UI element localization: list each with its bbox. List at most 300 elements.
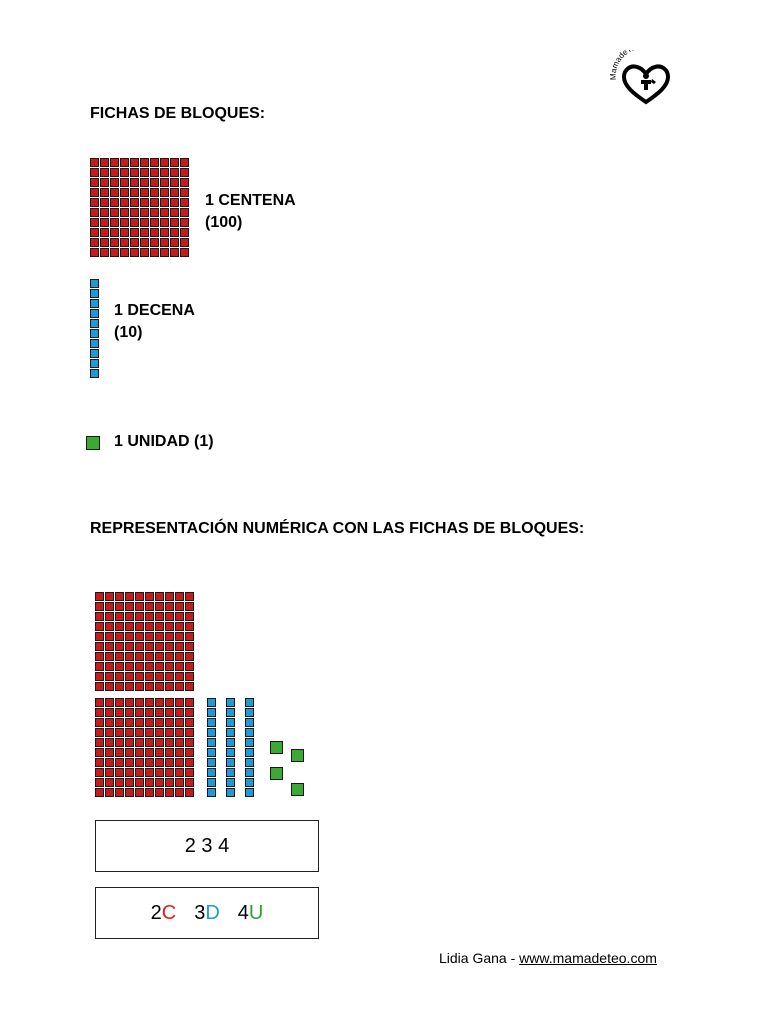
hundred-cell: [165, 652, 174, 661]
ten-cell: [90, 339, 99, 348]
units-letter: U: [248, 901, 264, 924]
hundred-cell: [115, 662, 124, 671]
hundred-cell: [165, 622, 174, 631]
example-unit-block: [291, 749, 304, 762]
hundred-cell: [150, 238, 159, 247]
hundred-cell: [135, 698, 144, 707]
hundred-cell: [100, 248, 109, 257]
hundred-cell: [140, 158, 149, 167]
hundred-cell: [165, 642, 174, 651]
hundred-cell: [155, 592, 164, 601]
hundred-cell: [115, 718, 124, 727]
hundred-cell: [125, 632, 134, 641]
hundred-cell: [90, 178, 99, 187]
hundred-cell: [115, 788, 124, 797]
hundred-cell: [105, 662, 114, 671]
hundred-cell: [145, 738, 154, 747]
hundred-cell: [95, 698, 104, 707]
hundred-cell: [155, 662, 164, 671]
hundred-cell: [165, 708, 174, 717]
hundred-cell: [175, 748, 184, 757]
hundred-cell: [100, 238, 109, 247]
hundred-cell: [155, 642, 164, 651]
hundred-cell: [145, 682, 154, 691]
tens-digit: 3: [194, 901, 206, 924]
hundred-cell: [155, 622, 164, 631]
hundred-cell: [115, 708, 124, 717]
hundred-cell: [185, 718, 194, 727]
hundred-cell: [120, 198, 129, 207]
hundred-cell: [135, 592, 144, 601]
hundred-cell: [155, 738, 164, 747]
hundred-cell: [185, 778, 194, 787]
hundred-cell: [185, 748, 194, 757]
ten-cell: [245, 698, 254, 707]
hundred-cell: [100, 208, 109, 217]
hundred-cell: [125, 622, 134, 631]
footer: [439, 950, 657, 966]
hundred-cell: [180, 218, 189, 227]
hundred-cell: [115, 602, 124, 611]
hundred-cell: [145, 768, 154, 777]
hundred-label: [205, 190, 296, 234]
hundred-cell: [150, 168, 159, 177]
hundred-cell: [155, 682, 164, 691]
place-value-tens: [194, 902, 220, 925]
hundred-cell: [150, 228, 159, 237]
hundred-cell: [165, 698, 174, 707]
hundred-cell: [150, 188, 159, 197]
hundred-cell: [130, 158, 139, 167]
hundred-cell: [125, 738, 134, 747]
hundred-cell: [145, 592, 154, 601]
hundred-cell: [125, 778, 134, 787]
hundred-cell: [140, 178, 149, 187]
ten-cell: [245, 788, 254, 797]
hundred-cell: [135, 748, 144, 757]
units-digit: 4: [237, 901, 249, 924]
hundred-cell: [130, 198, 139, 207]
ten-cell: [226, 788, 235, 797]
hundred-cell: [105, 758, 114, 767]
hundred-cell: [95, 592, 104, 601]
hundred-cell: [185, 698, 194, 707]
hundred-cell: [125, 758, 134, 767]
hundred-cell: [150, 218, 159, 227]
hundred-cell: [105, 698, 114, 707]
hundred-cell: [140, 248, 149, 257]
hundred-cell: [125, 728, 134, 737]
ten-label-line1: 1 DECENA: [114, 302, 195, 319]
hundred-cell: [125, 662, 134, 671]
ten-block: [90, 279, 99, 378]
hundred-cell: [175, 602, 184, 611]
hundred-cell: [90, 168, 99, 177]
ten-cell: [245, 748, 254, 757]
ten-cell: [207, 718, 216, 727]
hundred-cell: [160, 208, 169, 217]
hundred-cell: [175, 632, 184, 641]
hundred-block: [90, 158, 189, 257]
number-box: [95, 820, 319, 872]
hundred-cell: [130, 238, 139, 247]
hundred-cell: [90, 188, 99, 197]
hundred-cell: [105, 728, 114, 737]
hundred-cell: [120, 188, 129, 197]
hundred-cell: [95, 662, 104, 671]
ten-cell: [90, 299, 99, 308]
ten-cell: [226, 768, 235, 777]
hundred-cell: [115, 672, 124, 681]
hundreds-digit: 2: [150, 901, 162, 924]
hundred-cell: [165, 728, 174, 737]
hundred-cell: [125, 592, 134, 601]
hundred-cell: [120, 238, 129, 247]
hundred-cell: [155, 652, 164, 661]
hundred-cell: [120, 178, 129, 187]
hundred-cell: [125, 788, 134, 797]
hundred-cell: [100, 188, 109, 197]
ten-cell: [245, 738, 254, 747]
hundred-cell: [95, 748, 104, 757]
logo-text: Mamade: [608, 50, 630, 81]
hundred-cell: [100, 198, 109, 207]
hundred-cell: [135, 758, 144, 767]
hundred-cell: [130, 248, 139, 257]
hundred-cell: [160, 238, 169, 247]
hundred-cell: [165, 632, 174, 641]
hundred-cell: [180, 238, 189, 247]
hundred-cell: [135, 682, 144, 691]
hundred-cell: [160, 158, 169, 167]
hundred-cell: [185, 602, 194, 611]
hundred-cell: [175, 768, 184, 777]
hundred-cell: [115, 612, 124, 621]
hundred-cell: [150, 248, 159, 257]
hundred-cell: [95, 738, 104, 747]
hundred-cell: [125, 672, 134, 681]
hundred-cell: [170, 228, 179, 237]
ten-cell: [245, 728, 254, 737]
ten-cell: [245, 718, 254, 727]
hundred-cell: [100, 158, 109, 167]
hundred-cell: [145, 748, 154, 757]
hundred-cell: [105, 788, 114, 797]
hundred-cell: [140, 188, 149, 197]
hundred-cell: [175, 718, 184, 727]
hundred-cell: [180, 198, 189, 207]
hundred-cell: [140, 168, 149, 177]
hundred-cell: [105, 768, 114, 777]
hundred-cell: [165, 738, 174, 747]
hundred-cell: [170, 188, 179, 197]
hundred-cell: [90, 218, 99, 227]
hundred-cell: [165, 612, 174, 621]
hundred-cell: [115, 632, 124, 641]
ten-cell: [226, 778, 235, 787]
hundred-cell: [135, 718, 144, 727]
hundred-cell: [115, 622, 124, 631]
hundred-cell: [145, 632, 154, 641]
hundred-cell: [165, 718, 174, 727]
hundred-cell: [110, 248, 119, 257]
hundred-cell: [90, 208, 99, 217]
hundred-cell: [130, 228, 139, 237]
hundred-cell: [135, 632, 144, 641]
page-title: FICHAS DE BLOQUES:: [90, 105, 266, 122]
hundred-cell: [175, 708, 184, 717]
hundred-cell: [140, 198, 149, 207]
example-unit-block: [291, 783, 304, 796]
hundred-cell: [155, 758, 164, 767]
hundred-cell: [110, 158, 119, 167]
hundred-cell: [155, 602, 164, 611]
heart-logo-icon: [606, 50, 686, 106]
unit-block: [86, 436, 100, 450]
hundred-cell: [180, 178, 189, 187]
hundred-cell: [175, 788, 184, 797]
hundred-cell: [95, 682, 104, 691]
hundred-cell: [165, 778, 174, 787]
hundred-cell: [105, 602, 114, 611]
ten-cell: [226, 698, 235, 707]
hundred-cell: [125, 718, 134, 727]
hundred-cell: [175, 592, 184, 601]
hundred-cell: [185, 708, 194, 717]
ten-cell: [90, 319, 99, 328]
hundred-cell: [145, 788, 154, 797]
hundred-cell: [160, 248, 169, 257]
hundred-cell: [105, 642, 114, 651]
hundred-cell: [125, 748, 134, 757]
hundred-cell: [120, 208, 129, 217]
ten-label-line2: (10): [114, 324, 143, 341]
hundred-cell: [135, 728, 144, 737]
mamadeteo-logo: [606, 50, 686, 106]
hundred-cell: [135, 672, 144, 681]
hundred-cell: [185, 632, 194, 641]
hundred-cell: [175, 672, 184, 681]
hundred-cell: [145, 672, 154, 681]
hundred-cell: [135, 622, 144, 631]
ten-cell: [207, 748, 216, 757]
hundred-cell: [150, 178, 159, 187]
hundred-cell: [180, 168, 189, 177]
hundred-cell: [155, 632, 164, 641]
hundred-cell: [105, 672, 114, 681]
hundred-label-line1: 1 CENTENA: [205, 192, 296, 209]
hundred-cell: [170, 248, 179, 257]
hundred-cell: [115, 748, 124, 757]
hundred-cell: [135, 652, 144, 661]
hundred-cell: [165, 748, 174, 757]
example-hundred-block: [95, 698, 194, 797]
hundred-cell: [130, 178, 139, 187]
hundred-cell: [120, 158, 129, 167]
hundred-cell: [95, 642, 104, 651]
hundred-cell: [135, 612, 144, 621]
hundred-cell: [105, 708, 114, 717]
hundred-cell: [175, 622, 184, 631]
hundred-cell: [155, 728, 164, 737]
hundred-cell: [125, 652, 134, 661]
hundred-cell: [165, 602, 174, 611]
ten-cell: [90, 309, 99, 318]
hundred-cell: [170, 238, 179, 247]
hundreds-letter: C: [161, 901, 177, 924]
example-ten-block: [245, 698, 254, 797]
example-unit-block: [270, 767, 283, 780]
ten-cell: [90, 369, 99, 378]
hundred-cell: [95, 602, 104, 611]
hundred-cell: [125, 768, 134, 777]
hundred-cell: [115, 758, 124, 767]
hundred-cell: [185, 642, 194, 651]
hundred-cell: [125, 708, 134, 717]
hundred-cell: [185, 672, 194, 681]
ten-cell: [207, 758, 216, 767]
ten-cell: [226, 748, 235, 757]
hundred-cell: [145, 652, 154, 661]
hundred-cell: [170, 168, 179, 177]
ten-cell: [226, 708, 235, 717]
hundred-cell: [105, 652, 114, 661]
hundred-cell: [160, 228, 169, 237]
hundred-cell: [155, 698, 164, 707]
hundred-cell: [130, 218, 139, 227]
footer-link[interactable]: www.mamadeteo.com: [519, 950, 657, 966]
hundred-cell: [100, 218, 109, 227]
hundred-cell: [95, 632, 104, 641]
hundred-cell: [100, 168, 109, 177]
hundred-cell: [130, 188, 139, 197]
hundred-cell: [185, 652, 194, 661]
hundred-cell: [135, 768, 144, 777]
hundred-cell: [145, 602, 154, 611]
hundred-cell: [145, 698, 154, 707]
hundred-cell: [185, 788, 194, 797]
ten-cell: [245, 708, 254, 717]
hundred-cell: [125, 602, 134, 611]
hundred-cell: [115, 682, 124, 691]
hundred-cell: [180, 248, 189, 257]
hundred-cell: [90, 228, 99, 237]
ten-cell: [207, 698, 216, 707]
hundred-cell: [140, 208, 149, 217]
ten-cell: [245, 778, 254, 787]
hundred-cell: [145, 778, 154, 787]
ten-cell: [245, 758, 254, 767]
ten-cell: [207, 728, 216, 737]
hundred-cell: [175, 778, 184, 787]
ten-cell: [207, 788, 216, 797]
hundred-cell: [175, 652, 184, 661]
hundred-cell: [125, 642, 134, 651]
hundred-cell: [150, 208, 159, 217]
hundred-cell: [180, 158, 189, 167]
hundred-cell: [95, 728, 104, 737]
hundred-cell: [165, 672, 174, 681]
hundred-cell: [110, 168, 119, 177]
hundred-cell: [135, 642, 144, 651]
hundred-cell: [140, 228, 149, 237]
hundred-cell: [175, 682, 184, 691]
hundred-cell: [185, 758, 194, 767]
hundred-cell: [140, 238, 149, 247]
ten-cell: [90, 349, 99, 358]
hundred-cell: [135, 602, 144, 611]
hundred-cell: [155, 718, 164, 727]
number-value: 2 3 4: [184, 834, 230, 857]
hundred-label-line2: (100): [205, 214, 243, 231]
hundred-cell: [115, 642, 124, 651]
hundred-cell: [135, 662, 144, 671]
hundred-cell: [115, 592, 124, 601]
ten-cell: [207, 768, 216, 777]
hundred-cell: [145, 612, 154, 621]
hundred-cell: [145, 758, 154, 767]
hundred-cell: [155, 748, 164, 757]
hundred-cell: [180, 228, 189, 237]
hundred-cell: [170, 178, 179, 187]
unit-label: 1 UNIDAD (1): [114, 433, 214, 450]
ten-cell: [90, 279, 99, 288]
hundred-cell: [120, 218, 129, 227]
hundred-cell: [145, 642, 154, 651]
hundred-cell: [95, 622, 104, 631]
hundred-cell: [95, 768, 104, 777]
hundred-cell: [145, 728, 154, 737]
hundred-cell: [160, 178, 169, 187]
hundred-cell: [140, 218, 149, 227]
hundred-cell: [95, 758, 104, 767]
hundred-cell: [155, 788, 164, 797]
ten-cell: [207, 708, 216, 717]
section-title: REPRESENTACIÓN NUMÉRICA CON LAS FICHAS DE BLOQUES:: [90, 520, 585, 537]
hundred-cell: [110, 238, 119, 247]
hundred-cell: [120, 168, 129, 177]
hundred-cell: [145, 708, 154, 717]
hundred-cell: [100, 228, 109, 237]
hundred-cell: [155, 612, 164, 621]
hundred-cell: [160, 168, 169, 177]
hundred-cell: [90, 238, 99, 247]
hundred-cell: [165, 758, 174, 767]
hundred-cell: [175, 612, 184, 621]
hundred-cell: [105, 682, 114, 691]
ten-cell: [207, 778, 216, 787]
hundred-cell: [105, 738, 114, 747]
hundred-cell: [105, 718, 114, 727]
hundred-cell: [175, 728, 184, 737]
hundred-cell: [185, 738, 194, 747]
hundred-cell: [180, 208, 189, 217]
hundred-cell: [165, 682, 174, 691]
hundred-cell: [160, 188, 169, 197]
hundred-cell: [90, 198, 99, 207]
hundred-cell: [185, 728, 194, 737]
hundred-cell: [115, 778, 124, 787]
hundred-cell: [130, 168, 139, 177]
hundred-cell: [175, 698, 184, 707]
hundred-cell: [135, 778, 144, 787]
tens-letter: D: [205, 901, 220, 924]
hundred-cell: [110, 218, 119, 227]
hundred-cell: [185, 622, 194, 631]
hundred-cell: [165, 788, 174, 797]
hundred-cell: [180, 188, 189, 197]
hundred-cell: [155, 778, 164, 787]
